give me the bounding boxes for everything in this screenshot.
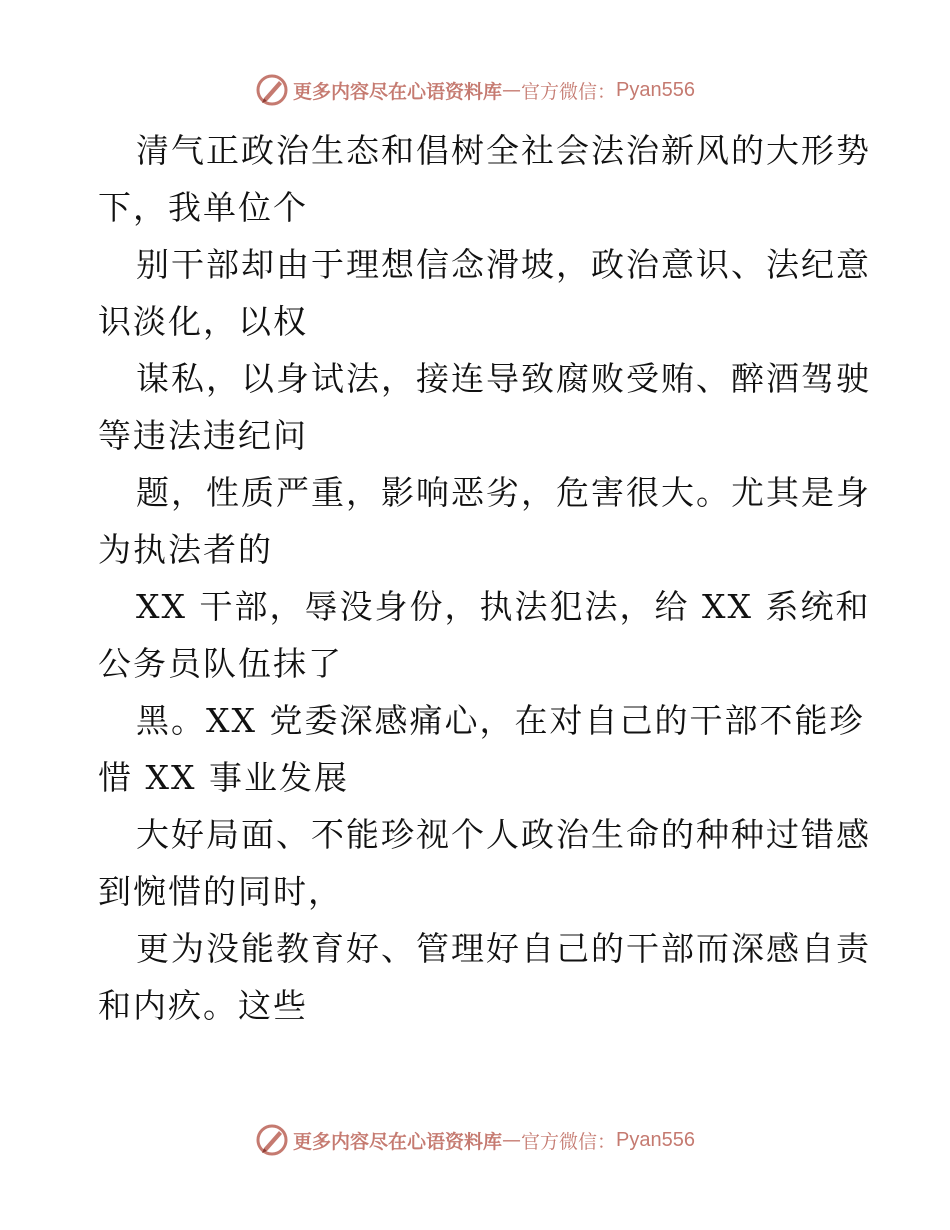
watermark-brand: 更多内容尽在心语资料库 [293, 1130, 503, 1153]
watermark-dash: — [502, 1129, 522, 1151]
paragraph [98, 350, 871, 464]
paragraph-line: 谋私，以身试法，接连导致腐败受贿、醉酒驾驶 [136, 359, 871, 398]
watermark-dash: — [502, 79, 522, 101]
watermark-label: 官方微信： [521, 1130, 617, 1153]
paragraph [98, 578, 871, 692]
paragraph-line: 下，我单位个 [98, 188, 308, 227]
paragraph-line: 到惋惜的同时， [98, 872, 343, 911]
paragraph-line: 题，性质严重，影响恶劣，危害很大。尤其是身 [136, 473, 871, 512]
pen-logo-icon [255, 1123, 289, 1157]
paragraph-line: 大好局面、不能珍视个人政治生命的种种过错感 [136, 815, 871, 854]
paragraph-line: 和内疚。这些 [98, 986, 308, 1025]
paragraph-line: 为执法者的 [98, 530, 273, 569]
watermark-label: 官方微信： [521, 80, 617, 103]
paragraph-line: 惜 XX 事业发展 [98, 758, 349, 797]
paragraph [98, 464, 871, 578]
paragraph [98, 920, 871, 1034]
paragraph-line: XX 干部，辱没身份，执法犯法，给 XX 系统和 [136, 587, 871, 626]
paragraph-line: 公务员队伍抹了 [98, 644, 343, 683]
paragraph-line: 别干部却由于理想信念滑坡，政治意识、法纪意 [136, 245, 871, 284]
watermark-wechat-id: Pyan556 [616, 1128, 695, 1151]
paragraph-line: 更为没能教育好、管理好自己的干部而深感自责 [136, 929, 871, 968]
document-body [98, 122, 871, 1034]
footer-watermark [0, 1120, 950, 1160]
paragraph [98, 122, 871, 236]
watermark-brand: 更多内容尽在心语资料库 [293, 80, 503, 103]
paragraph-line: 清气正政治生态和倡树全社会法治新风的大形势 [136, 131, 871, 170]
paragraph [98, 236, 871, 350]
paragraph-line: 黑。XX 党委深感痛心，在对自己的干部不能珍 [136, 701, 865, 740]
pen-logo-icon [255, 73, 289, 107]
paragraph [98, 806, 871, 920]
paragraph-line: 等违法违纪问 [98, 416, 308, 455]
paragraph-line: 识淡化，以权 [98, 302, 308, 341]
header-watermark [0, 70, 950, 110]
paragraph [98, 692, 865, 806]
watermark-wechat-id: Pyan556 [616, 78, 695, 101]
